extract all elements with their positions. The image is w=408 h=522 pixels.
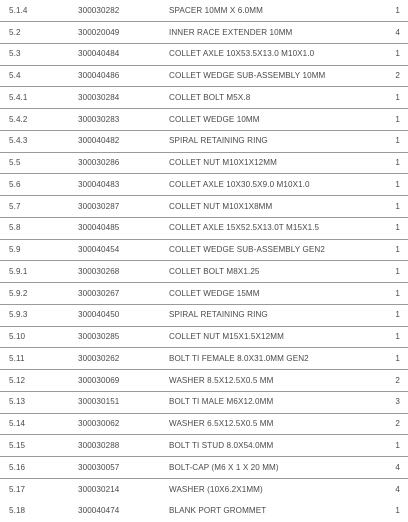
quantity-cell: 1	[395, 115, 400, 124]
table-row	[0, 152, 408, 174]
part-number-cell: 300030267	[78, 289, 120, 298]
part-number-cell: 300040483	[78, 180, 120, 189]
table-row	[0, 391, 408, 413]
row-divider	[0, 456, 408, 457]
description-cell: COLLET AXLE 10X30.5X9.0 M10X1.0	[169, 180, 310, 189]
description-cell: WASHER 8.5X12.5X0.5 MM	[169, 376, 274, 385]
table-row	[0, 326, 408, 348]
part-number-cell: 300040485	[78, 223, 120, 232]
item-number-cell: 5.17	[9, 485, 26, 494]
part-number-cell: 300030288	[78, 441, 120, 450]
quantity-cell: 1	[395, 180, 400, 189]
description-cell: WASHER 6.5X12.5X0.5 MM	[169, 419, 274, 428]
table-row	[0, 304, 408, 326]
part-number-cell: 300030286	[78, 158, 120, 167]
quantity-cell: 1	[395, 223, 400, 232]
part-number-cell: 300040474	[78, 506, 120, 515]
quantity-cell: 1	[395, 49, 400, 58]
table-row	[0, 65, 408, 87]
table-row	[0, 130, 408, 152]
item-number-cell: 5.6	[9, 180, 21, 189]
row-divider	[0, 65, 408, 66]
quantity-cell: 1	[395, 136, 400, 145]
table-row	[0, 435, 408, 457]
item-number-cell: 5.16	[9, 463, 26, 472]
quantity-cell: 1	[395, 441, 400, 450]
row-divider	[0, 43, 408, 44]
description-cell: SPIRAL RETAINING RING	[169, 136, 268, 145]
description-cell: COLLET WEDGE SUB-ASSEMBLY 10MM	[169, 71, 326, 80]
description-cell: BLANK PORT GROMMET	[169, 506, 267, 515]
row-divider	[0, 413, 408, 414]
part-number-cell: 300030287	[78, 202, 120, 211]
description-cell: SPACER 10MM X 6.0MM	[169, 6, 263, 15]
quantity-cell: 1	[395, 158, 400, 167]
item-number-cell: 5.4.2	[9, 115, 28, 124]
quantity-cell: 1	[395, 332, 400, 341]
table-row	[0, 479, 408, 501]
description-cell: COLLET BOLT M8X1.25	[169, 267, 260, 276]
row-divider	[0, 391, 408, 392]
item-number-cell: 5.4	[9, 71, 21, 80]
quantity-cell: 3	[395, 397, 400, 406]
description-cell: COLLET AXLE 10X53.5X13.0 M10X1.0	[169, 49, 315, 58]
item-number-cell: 5.7	[9, 202, 21, 211]
item-number-cell: 5.4.1	[9, 93, 28, 102]
part-number-cell: 300030268	[78, 267, 120, 276]
item-number-cell: 5.12	[9, 376, 26, 385]
row-divider	[0, 195, 408, 196]
table-row	[0, 500, 408, 522]
description-cell: WASHER (10X6.2X1MM)	[169, 485, 263, 494]
part-number-cell: 300030283	[78, 115, 120, 124]
description-cell: BOLT TI STUD 8.0X54.0MM	[169, 441, 274, 450]
row-divider	[0, 260, 408, 261]
row-divider	[0, 86, 408, 87]
quantity-cell: 1	[395, 506, 400, 515]
part-number-cell: 300030282	[78, 6, 120, 15]
table-row	[0, 239, 408, 261]
item-number-cell: 5.9.2	[9, 289, 28, 298]
part-number-cell: 300040454	[78, 245, 120, 254]
item-number-cell: 5.4.3	[9, 136, 28, 145]
table-row	[0, 174, 408, 196]
table-row	[0, 217, 408, 239]
quantity-cell: 4	[395, 28, 400, 37]
item-number-cell: 5.8	[9, 223, 21, 232]
item-number-cell: 5.18	[9, 506, 26, 515]
item-number-cell: 5.5	[9, 158, 21, 167]
row-divider	[0, 326, 408, 327]
quantity-cell: 1	[395, 289, 400, 298]
part-number-cell: 300040450	[78, 310, 120, 319]
table-row	[0, 22, 408, 44]
row-divider	[0, 152, 408, 153]
description-cell: BOLT TI FEMALE 8.0X31.0MM GEN2	[169, 354, 309, 363]
table-row	[0, 196, 408, 218]
quantity-cell: 4	[395, 485, 400, 494]
description-cell: COLLET WEDGE 15MM	[169, 289, 260, 298]
row-divider	[0, 108, 408, 109]
row-divider	[0, 347, 408, 348]
quantity-cell: 1	[395, 310, 400, 319]
part-number-cell: 300040484	[78, 49, 120, 58]
quantity-cell: 1	[395, 267, 400, 276]
quantity-cell: 1	[395, 245, 400, 254]
row-divider	[0, 282, 408, 283]
item-number-cell: 5.11	[9, 354, 25, 363]
part-number-cell: 300020049	[78, 28, 120, 37]
row-divider	[0, 478, 408, 479]
row-divider	[0, 130, 408, 131]
table-row	[0, 413, 408, 435]
part-number-cell: 300040486	[78, 71, 120, 80]
description-cell: COLLET WEDGE SUB-ASSEMBLY GEN2	[169, 245, 325, 254]
description-cell: COLLET NUT M10X1X12MM	[169, 158, 277, 167]
quantity-cell: 2	[395, 376, 400, 385]
item-number-cell: 5.1.4	[9, 6, 28, 15]
table-row	[0, 370, 408, 392]
quantity-cell: 1	[395, 6, 400, 15]
item-number-cell: 5.13	[9, 397, 26, 406]
quantity-cell: 1	[395, 202, 400, 211]
description-cell: COLLET NUT M10X1X8MM	[169, 202, 273, 211]
item-number-cell: 5.9.1	[9, 267, 28, 276]
part-number-cell: 300030285	[78, 332, 120, 341]
part-number-cell: 300030057	[78, 463, 120, 472]
table-row	[0, 457, 408, 479]
row-divider	[0, 304, 408, 305]
row-divider	[0, 434, 408, 435]
description-cell: BOLT TI MALE M6X12.0MM	[169, 397, 274, 406]
row-divider	[0, 173, 408, 174]
table-row	[0, 87, 408, 109]
quantity-cell: 4	[395, 463, 400, 472]
item-number-cell: 5.15	[9, 441, 26, 450]
description-cell: INNER RACE EXTENDER 10MM	[169, 28, 293, 37]
part-number-cell: 300030262	[78, 354, 120, 363]
table-row	[0, 43, 408, 65]
row-divider	[0, 21, 408, 22]
part-number-cell: 300030284	[78, 93, 120, 102]
item-number-cell: 5.2	[9, 28, 21, 37]
part-number-cell: 300030069	[78, 376, 120, 385]
description-cell: COLLET BOLT M5X.8	[169, 93, 251, 102]
quantity-cell: 1	[395, 93, 400, 102]
item-number-cell: 5.9.3	[9, 310, 28, 319]
table-row	[0, 0, 408, 22]
quantity-cell: 2	[395, 419, 400, 428]
row-divider	[0, 217, 408, 218]
description-cell: BOLT-CAP (M6 X 1 X 20 MM)	[169, 463, 279, 472]
row-divider	[0, 239, 408, 240]
description-cell: SPIRAL RETAINING RING	[169, 310, 268, 319]
part-number-cell: 300030062	[78, 419, 120, 428]
part-number-cell: 300030214	[78, 485, 120, 494]
part-number-cell: 300040482	[78, 136, 120, 145]
table-row	[0, 261, 408, 283]
table-row	[0, 283, 408, 305]
table-row	[0, 348, 408, 370]
item-number-cell: 5.10	[9, 332, 26, 341]
item-number-cell: 5.3	[9, 49, 21, 58]
part-number-cell: 300030151	[78, 397, 120, 406]
item-number-cell: 5.14	[9, 419, 26, 428]
table-row	[0, 109, 408, 131]
description-cell: COLLET AXLE 15X52.5X13.0T M15X1.5	[169, 223, 320, 232]
quantity-cell: 2	[395, 71, 400, 80]
description-cell: COLLET WEDGE 10MM	[169, 115, 260, 124]
description-cell: COLLET NUT M15X1.5X12MM	[169, 332, 284, 341]
row-divider	[0, 369, 408, 370]
quantity-cell: 1	[395, 354, 400, 363]
item-number-cell: 5.9	[9, 245, 21, 254]
